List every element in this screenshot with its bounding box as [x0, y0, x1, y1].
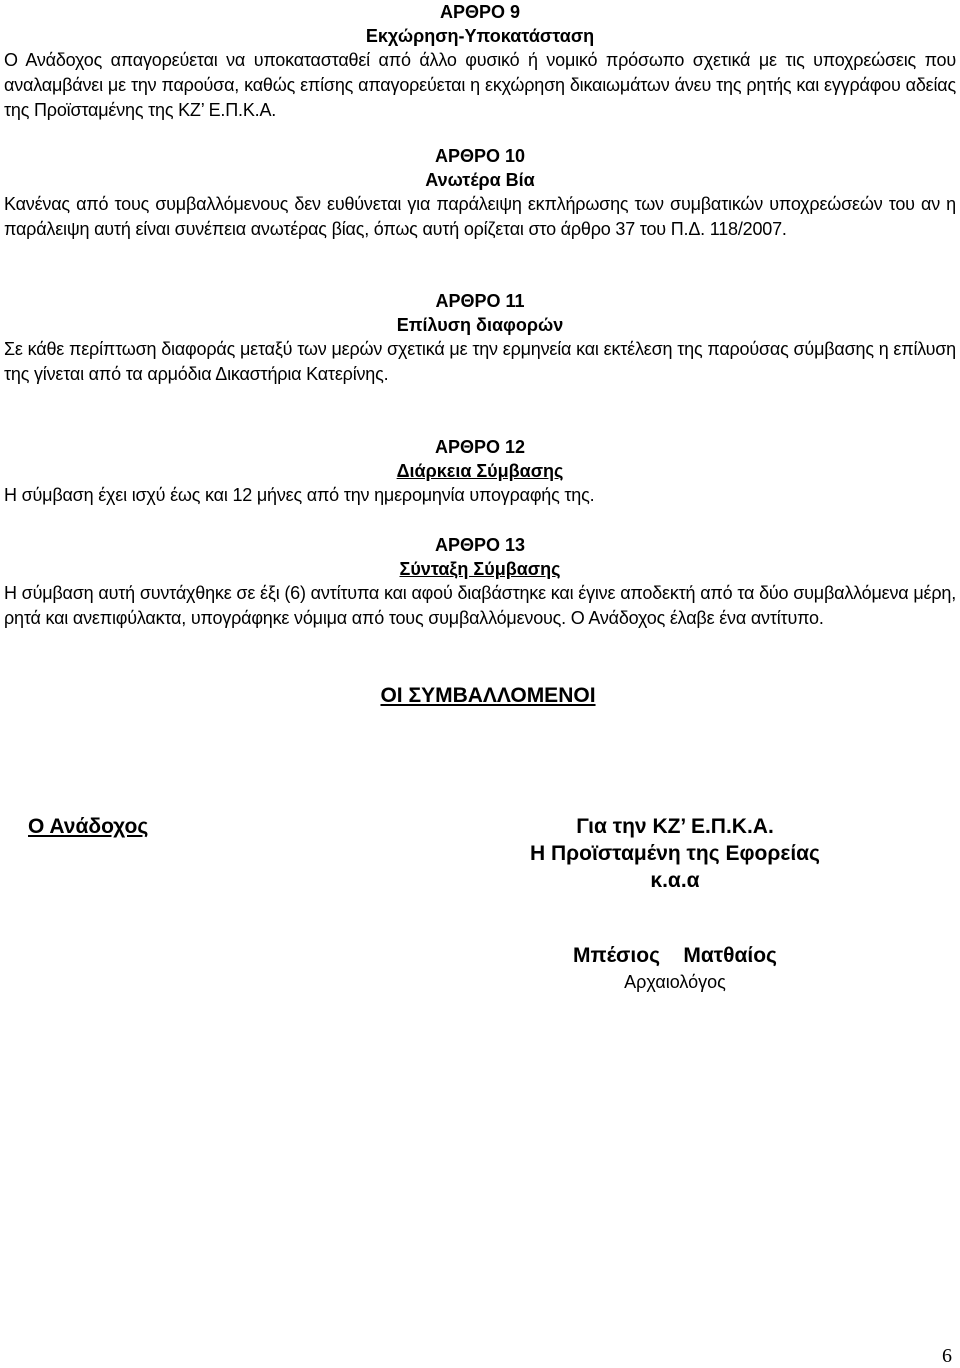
authority-line: Για την ΚΖ’ Ε.Π.Κ.Α. [576, 815, 774, 838]
contractor-signature-label: Ο Ανάδοχος [28, 815, 149, 838]
article-number: ΑΡΘΡΟ 9 [439, 2, 521, 22]
article-number: ΑΡΘΡΟ 13 [434, 535, 526, 555]
article-number: ΑΡΘΡΟ 10 [434, 146, 526, 166]
article-11 [4, 289, 956, 387]
article-body: Σε κάθε περίπτωση διαφοράς μεταξύ των μερών σχετικά με την ερμηνεία και εκτέλεση της παρούσας σύμβασης η επίλυση της γίνεται από τα αρμόδια Δικαστήρια Κατερίνης. [4, 339, 956, 384]
official-title: Αρχαιολόγος [624, 972, 726, 992]
article-10 [4, 144, 956, 242]
signatories-heading: ΟΙ ΣΥΜΒΑΛΛΟΜΕΝΟΙ [380, 684, 596, 707]
article-13 [4, 533, 956, 631]
article-body: Η σύμβαση έχει ισχύ έως και 12 μήνες από την ημερομηνία υπογραφής της. [4, 485, 595, 505]
article-title: Ανωτέρα Βία [425, 170, 535, 190]
article-title: Επίλυση διαφορών [396, 315, 564, 335]
article-9 [4, 0, 956, 123]
authority-role: Η Προϊσταμένη της Εφορείας [530, 842, 820, 865]
article-body: Κανένας από τους συμβαλλόμενους δεν ευθύνεται για παράλειψη εκπλήρωσης των συμβατικών υποχρεώσεών του αν η παράλειψη αυτή είναι συνέπεια ανωτέρας βίας, όπως αυτή ορίζεται στο άρθρο 37 του Π.Δ. 118/2007. [4, 194, 956, 239]
article-title: Σύνταξη Σύμβασης [399, 559, 561, 579]
page-number: 6 [942, 1345, 952, 1367]
article-title: Διάρκεια Σύμβασης [396, 461, 564, 481]
article-title: Εκχώρηση-Υποκατάσταση [365, 26, 595, 46]
authority-signature-block [530, 813, 820, 894]
article-number: ΑΡΘΡΟ 12 [434, 437, 526, 457]
article-body: Ο Ανάδοχος απαγορεύεται να υποκατασταθεί από άλλο φυσικό ή νομικό πρόσωπο σχετικά με τις υποχρεώσεις που αναλαμβάνει με την παρούσα, καθώς επίσης απαγορεύεται η εκχώρηση δικαιωμάτων άνευ της ρητής και εγγράφου αδείας της Προϊσταμένης της ΚΖ’ Ε.Π.Κ.Α. [4, 50, 956, 120]
article-body: Η σύμβαση αυτή συντάχθηκε σε έξι (6) αντίτυπα και αφού διαβάστηκε και έγινε αποδεκτή από τα δύο συμβαλλόμενα μέρη, ρητά και ανεπιφύλακτα, υπογράφηκε νόμιμα από τους συμβαλλόμενους. Ο Ανάδοχος έλαβε ένα αντίτυπο. [4, 583, 956, 628]
official-name: Μπέσιος Ματθαίος [573, 944, 777, 967]
authority-delegation: κ.α.α [650, 869, 700, 892]
article-12 [4, 435, 956, 508]
article-number: ΑΡΘΡΟ 11 [435, 291, 525, 311]
